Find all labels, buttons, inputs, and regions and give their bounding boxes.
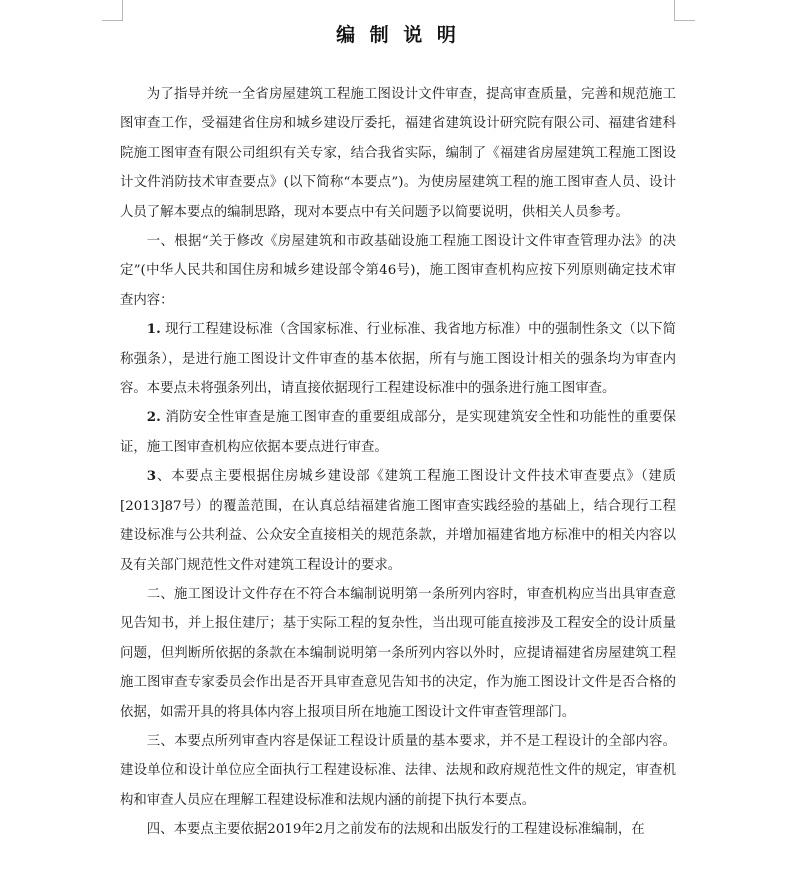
paragraph-item-3: 3、本要点主要根据住房城乡建设部《建筑工程施工图设计文件技术审查要点》（建质[2013]87号）的覆盖范围，在认真总结福建省施工图审查实践经验的基础上，结合现行工程建设标准与公共利益、公众安全直接相关的规范条款，并增加福建省地方标准中的相关内容以及有关部门规范性文件对建筑工程设计的要求。 [120,468,676,573]
paragraph-section-2: 二、施工图设计文件存在不符合本编制说明第一条所列内容时，审查机构应当出具审查意见告知书，并上报住建厅；基于实际工程的复杂性，当出现可能直接涉及工程安全的设计质量问题，但判断所依据的条款在本编制说明第一条所列内容以外时，应提请福建省房屋建筑工程施工图审查专家委员会作出是否开具审查意见告知书的决定，作为施工图设计文件是否合格的依据，如需开具的将具体内容上报项目所在地施工图设计文件审查管理部门。 [120,586,676,720]
document-title: 编 制 说 明 [336,24,460,46]
paragraph-item-2: 2. 消防安全性审查是施工图审查的重要组成部分，是实现建筑安全性和功能性的重要保证，施工图审查机构应依据本要点进行审查。 [120,409,676,455]
document-body [120,80,676,845]
page-corner-mark-top-right [674,0,695,21]
paragraph-section-1: 一、根据“关于修改《房屋建筑和市政基础设施工程施工图设计文件审查管理办法》的决定”(中华人民共和国住房和城乡建设部令第46号)，施工图审查机构应按下列原则确定技术审查内容： [120,234,676,308]
paragraph-section-3: 三、本要点所列审查内容是保证工程设计质量的基本要求，并不是工程设计的全部内容。建设单位和设计单位应全面执行工程建设标准、法律、法规和政府规范性文件的规定，审查机构和审查人员应在理解工程建设标准和法规内涵的前提下执行本要点。 [120,733,676,808]
paragraph-item-1: 1. 现行工程建设标准（含国家标准、行业标准、我省地方标准）中的强制性条文（以下简称强条），是进行施工图设计文件审查的基本依据，所有与施工图设计相关的强条均为审查内容。本要点未将强条列出，请直接依据现行工程建设标准中的强条进行施工图审查。 [120,321,676,397]
page-corner-mark-top-left [102,0,123,21]
paragraph-section-4: 四、本要点主要依据2019年2月之前发布的法规和出版发行的工程建设标准编制，在 [146,822,645,838]
paragraph-intro: 为了指导并统一全省房屋建筑工程施工图设计文件审查，提高审查质量，完善和规范施工图审查工作，受福建省住房和城乡建设厅委托，福建省建筑设计研究院有限公司、福建省建科院施工图审查有限公司组织有关专家，结合我省实际，编制了《福建省房屋建筑工程施工图设计文件消防技术审查要点》(以下简称“本要点”)。为使房屋建筑工程的施工图审查人员、设计人员了解本要点的编制思路，现对本要点中有关问题予以简要说明，供相关人员参考。 [120,87,676,220]
